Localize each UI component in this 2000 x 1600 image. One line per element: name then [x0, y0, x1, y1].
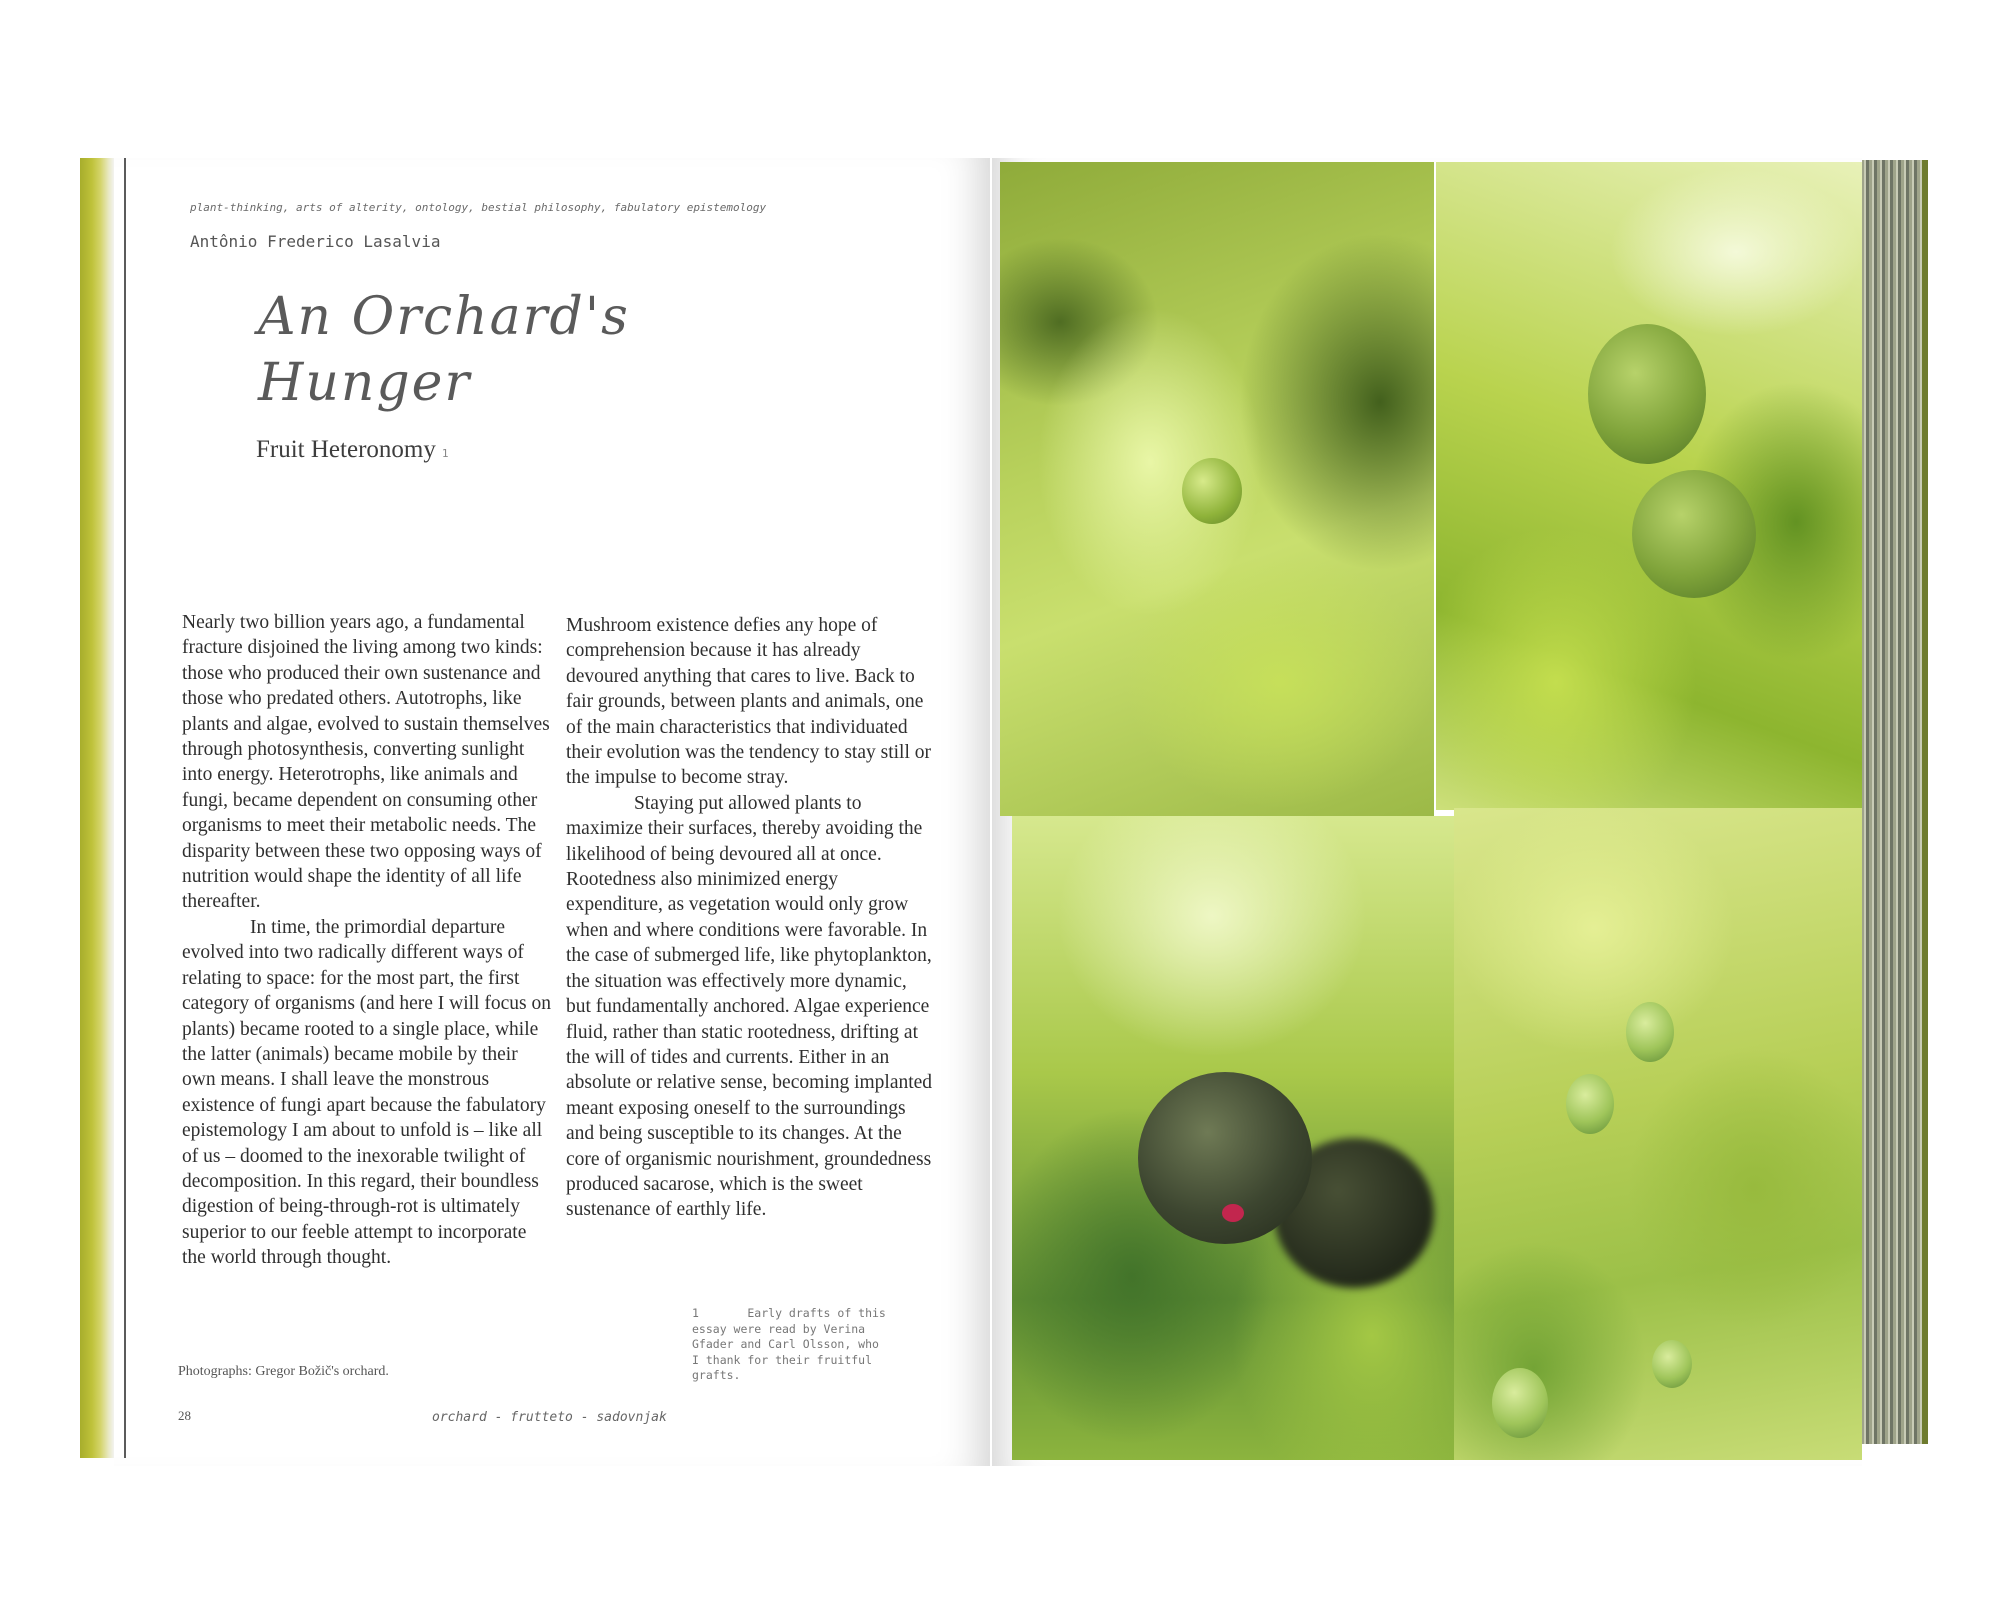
photo-fig-on-branch	[1012, 816, 1454, 1460]
paragraph: In time, the primordial departure evolved into two radically different ways of relating to space: for the most part, the first category of organisms (and here I will focus on plants) became rooted to a single place, while the latter (animals) became mobile by their own means. I shall leave the monstrous existence of fungi apart because the fabulatory epistemology I am about to unfold is – like all of us – doomed to the inexorable twilight of decomposition. In this regard, their boundless digestion of being-through-rot is ultimately superior to our feeble attempt to incorporate the world through thought.	[182, 916, 551, 1269]
running-footer: orchard - frutteto - sadovnjak	[432, 1410, 667, 1425]
fruit-icon	[1182, 458, 1242, 524]
left-book-edge	[80, 158, 114, 1458]
walnut-icon	[1632, 470, 1756, 598]
photo-walnuts-on-branch	[1436, 162, 1862, 810]
walnut-icon	[1588, 324, 1706, 464]
pear-bud-icon	[1652, 1340, 1692, 1388]
body-column-1	[182, 610, 552, 1271]
article-subtitle	[256, 436, 448, 464]
body-column-2	[566, 613, 936, 1223]
article-title	[258, 284, 878, 416]
right-page-stack	[1858, 160, 1928, 1444]
title-line-1: An Orchard's	[258, 287, 630, 347]
keywords-line: plant-thinking, arts of alterity, ontology, bestial philosophy, fabulatory epistemology	[190, 201, 767, 214]
subtitle-text: Fruit Heteronomy	[256, 436, 436, 463]
paragraph: Staying put allowed plants to maximize their surfaces, thereby avoiding the likelihood of being devoured all at once. Rootedness also minimized energy expenditure, as vegetation would only grow when and where conditions were favorable. In the case of submerged life, like phytoplankton, the situation was effectively more dynamic, but fundamentally anchored. Algae experience fluid, rather than static rootedness, drifting at the will of tides and currents. Either in an absolute or relative sense, becoming implanted meant exposing oneself to the surroundings and being susceptible to its changes. At the core of organismic nourishment, groundedness produced sacarose, which is the sweet sustenance of earthly life.	[566, 792, 933, 1221]
pear-bud-icon	[1492, 1368, 1548, 1438]
page-edge-rule	[124, 158, 126, 1458]
photo-credit: Photographs: Gregor Božič's orchard.	[178, 1364, 389, 1379]
fig-blossom-icon	[1222, 1204, 1244, 1222]
subtitle-footnote-ref: 1	[441, 447, 449, 460]
title-line-2: Hunger	[258, 353, 472, 413]
pear-bud-icon	[1626, 1002, 1674, 1062]
pear-bud-icon	[1566, 1074, 1614, 1134]
paragraph: Mushroom existence defies any hope of comprehension because it has already devoured anything that cares to live. Back to fair grounds, between plants and animals, one of the main characteristics that individuated their evolution was the tendency to stay still or the impulse to become stray.	[566, 615, 932, 789]
footnote: 1 Early drafts of this essay were read by Verina Gfader and Carl Olsson, who I thank for their fruitful grafts.	[692, 1306, 886, 1382]
photo-pear-buds	[1454, 808, 1862, 1460]
page-number: 28	[178, 1408, 191, 1423]
author-name: Antônio Frederico Lasalvia	[190, 232, 441, 251]
paragraph: Nearly two billion years ago, a fundamental fracture disjoined the living among two kinds: those who produced their own sustenance and those who predated others. Autotrophs, like plants and algae, evolved to sustain themselves through photosynthesis, converting sunlight into energy. Heterotrophs, like animals and fungi, became dependent on consuming other organisms to meet their metabolic needs. The disparity between these two opposing ways of nutrition would shape the identity of all life thereafter.	[182, 612, 550, 913]
photo-green-fruit-branch	[1000, 162, 1434, 816]
